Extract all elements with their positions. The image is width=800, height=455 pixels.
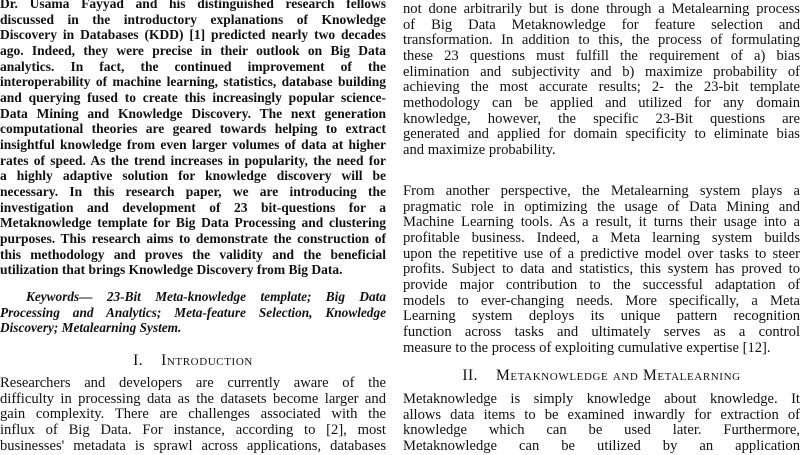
text-line: profits. Subject to data and statistics, this system has proved to [403, 262, 800, 278]
text-line: From another perspective, the Metalearning system plays a [403, 184, 800, 199]
text-line: ago. Indeed, they were precise in their outlook on Big Data [0, 42, 386, 58]
text-line: generated and applied for domain specificity to eliminate bias [403, 127, 800, 143]
text-line: provide major contribution to the successful adaptation of [403, 277, 800, 293]
text-line: Metaknowledge template for Big Data Processing and clustering [0, 215, 386, 231]
text-line: businesses' metadata is sprawl across applications, databases [0, 438, 386, 454]
text-line: analytics. In fact, the continued improvement of the [0, 58, 386, 74]
text-line: knowledge, however, the specific 23-Bit questions are [403, 111, 800, 127]
text-line: function across tasks and ultimately serves as a control [403, 324, 800, 340]
keywords-text [0, 289, 386, 336]
text-line: knowledge which can be used later. Furthermore, [403, 423, 800, 439]
text-line: these 23 questions must fulfill the requirement of a) bias [403, 48, 800, 64]
text-line: of Big Data Metaknowledge for feature selection and [403, 17, 800, 33]
text-line: Metaknowledge is simply knowledge about knowledge. It [403, 392, 800, 407]
text-line: Learning system deploys its unique pattern recognition [403, 309, 800, 325]
text-line: transformation. In addition to this, the process of formulating [403, 33, 800, 49]
text-line: upon the repetitive use of a predictive model over tasks to steer [403, 246, 800, 262]
text-line: Data Mining and Knowledge Discovery. The next generation [0, 105, 386, 121]
text-line: insightful knowledge from even larger volumes of data at higher [0, 136, 386, 152]
text-line: achieving the most accurate results; 2- the 23-bit template [403, 80, 800, 96]
section-heading-introduction [0, 353, 386, 369]
text-line: Discovery; Metalearning System. [0, 320, 182, 336]
text-line: Metaknowledge can be utilized by an application [403, 438, 800, 454]
introduction-paragraph [0, 376, 386, 454]
text-line: not done arbitrarily but is done through a Metalearning process [403, 2, 800, 17]
text-line: and maximize probability. [403, 142, 556, 158]
text-line: Researchers and developers are currently aware of the [0, 376, 386, 391]
text-line: Keywords— 23-Bit Meta-knowledge template; Big Data [26, 289, 386, 304]
text-line: necessary. In this research paper, we are introducing the [0, 183, 386, 199]
text-line: difficulty in processing data as the datasets become larger and [0, 391, 386, 407]
text-line: purposes. This research aims to demonstrate the construction of [0, 230, 386, 246]
text-line: gain complexity. There are challenges associated with the [0, 407, 386, 423]
body-paragraph-2 [403, 184, 800, 356]
text-line: influx of Big Data. For instance, according to [2], most [0, 422, 386, 438]
text-line: Machine Learning tools. As a result, it turns their usage into a [403, 215, 800, 231]
text-line: utilization that brings Knowledge Discovery from Big Data. [0, 262, 343, 278]
text-line: Processing and Analytics; Meta-feature Selection, Knowledge [0, 304, 386, 320]
left-column [0, 0, 386, 454]
text-line: profitable business. Indeed, a Meta learning system builds [403, 230, 800, 246]
section-number: II. [462, 367, 479, 384]
text-line: rates of speed. As the trend increases in popularity, the need for [0, 152, 386, 168]
text-line: Dr. Usama Fayyad and his distinguished research fellows [0, 0, 386, 11]
text-line: elimination and subjectivity and b) maximize probability of [403, 64, 800, 80]
text-line: pragmatic role in optimizing the usage of Data Mining and [403, 199, 800, 215]
body-paragraph-3 [403, 392, 800, 455]
text-line: Discovery in Databases (KDD) [1] predicted nearly two decades [0, 27, 386, 43]
section-number: I. [133, 352, 144, 369]
text-line: methodology can be applied and utilized for any domain [403, 95, 800, 111]
section-title: Introduction [161, 352, 253, 369]
text-line: models to ever-changing needs. More specifically, a Meta [403, 293, 800, 309]
right-column [403, 0, 800, 454]
text-line: discussed in the introductory explanations of Knowledge [0, 11, 386, 27]
text-line: a highly adaptive solution for knowledge discovery will be [0, 168, 386, 184]
text-line: and querying fused to create this increasingly popular science- [0, 89, 386, 105]
section-heading-metaknowledge [403, 368, 800, 384]
text-line: interoperability of machine learning, statistics, database building [0, 74, 386, 90]
text-line: investigation and development of 23 bit-questions for a [0, 199, 386, 215]
text-line: measure to the process of exploiting cumulative expertise [12]. [403, 340, 771, 356]
section-title: Metaknowledge and Metalearning [496, 367, 741, 384]
text-line: allows data items to be examined inwardly for extraction of [403, 407, 800, 423]
text-line: computational theories are geared towards helping to extract [0, 121, 386, 137]
text-line: this methodology and proves the validity and the beneficial [0, 246, 386, 262]
body-paragraph-1 [403, 2, 800, 159]
abstract-text [0, 0, 386, 278]
